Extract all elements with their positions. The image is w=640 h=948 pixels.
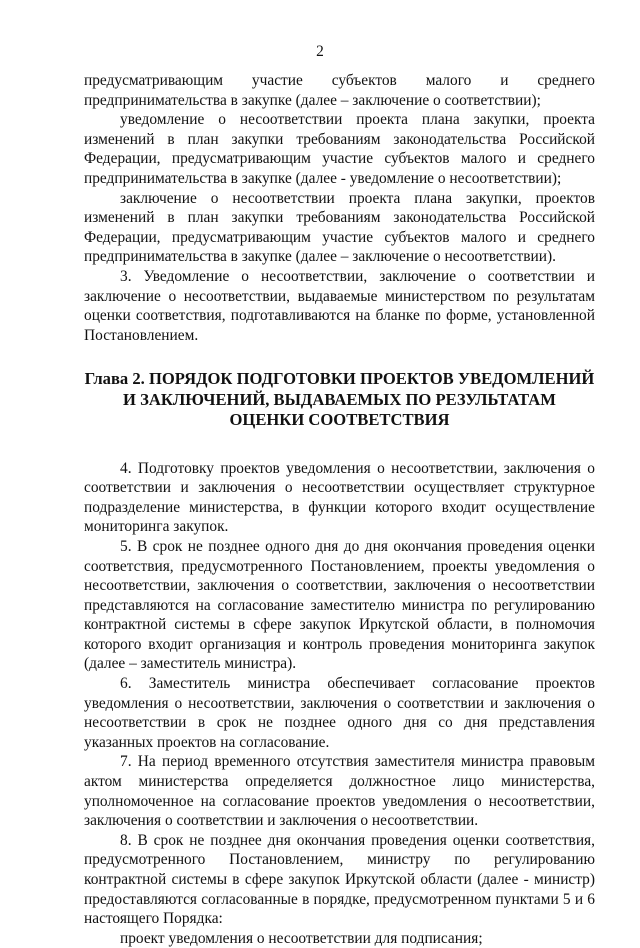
paragraph: уведомление о несоответствии проекта плана закупки, проекта изменений в план закупки требованиям законодательства Российской Федерации, предусматривающим участие субъектов малого и среднего предпринимательства в закупке (далее - уведомление о несоответствии); [84,111,595,187]
page-number: 2 [316,43,324,60]
paragraph: 4. Подготовку проектов уведомления о несоответствии, заключения о соответствии и заключения о несоответствии осуществляет структурное подразделение министерства, в функции которого входит осуществление мониторинга закупок. [84,459,595,536]
paragraph: проект уведомления о несоответствии для подписания; [120,929,483,947]
paragraph: 3. Уведомление о несоответствии, заключение о соответствии и заключение о несоответствии, выдаваемые министерством по результатам оценки соответствия, подготавливаются на бланке по форме, установленной Постановлением. [84,267,595,344]
paragraph: 8. В срок не позднее дня окончания проведения оценки соответствия, предусмотренного Постановлением, министру по регулированию контрактной системы в сфере закупок Иркутской области (далее - министр) предоставляются согласованные в порядке, предусмотренном пунктами 5 и 6 настоящего Порядка: [84,831,595,928]
paragraph: предусматривающим участие субъектов малого и среднего предпринимательства в закупке (далее – заключение о соответствии); [84,72,595,109]
paragraph: 7. На период временного отсутствия заместителя министра правовым актом министерства определяется должностное лицо министерства, уполномоченное на согласование проектов уведомления о несоответствии, заключения о соответствии и заключения о несоответствии. [84,753,595,830]
paragraph: 5. В срок не позднее одного дня до дня окончания проведения оценки соответствия, предусмотренного Постановлением, проекты уведомления о несоответствии, заключения о соответствии, заключения о несоответствии представляются на согласование заместителю министра по регулированию контрактной системы в сфере закупок Иркутской области, в полномочия которого входит организация и контроль проведения мониторинга закупок (далее – заместитель министра). [84,537,595,673]
paragraph: заключение о несоответствии проекта плана закупки, проектов изменений в план закупки требованиям законодательства Российской Федерации, предусматривающим участие субъектов малого и среднего предпринимательства в закупке (далее – заключение о несоответствии). [84,189,595,266]
paragraph: 6. Заместитель министра обеспечивает согласование проектов уведомления о несоответствии, заключения о соответствии и заключения о несоответствии в срок не позднее одного дня со дня представления указанных проектов на согласование. [84,675,595,751]
document-body [84,71,595,948]
chapter-title: Глава 2. ПОРЯДОК ПОДГОТОВКИ ПРОЕКТОВ УВЕДОМЛЕНИЙ И ЗАКЛЮЧЕНИЙ, ВЫДАВАЕМЫХ ПО РЕЗУЛЬТАТАМ ОЦЕНКИ СООТВЕТСТВИЯ [84,369,595,430]
